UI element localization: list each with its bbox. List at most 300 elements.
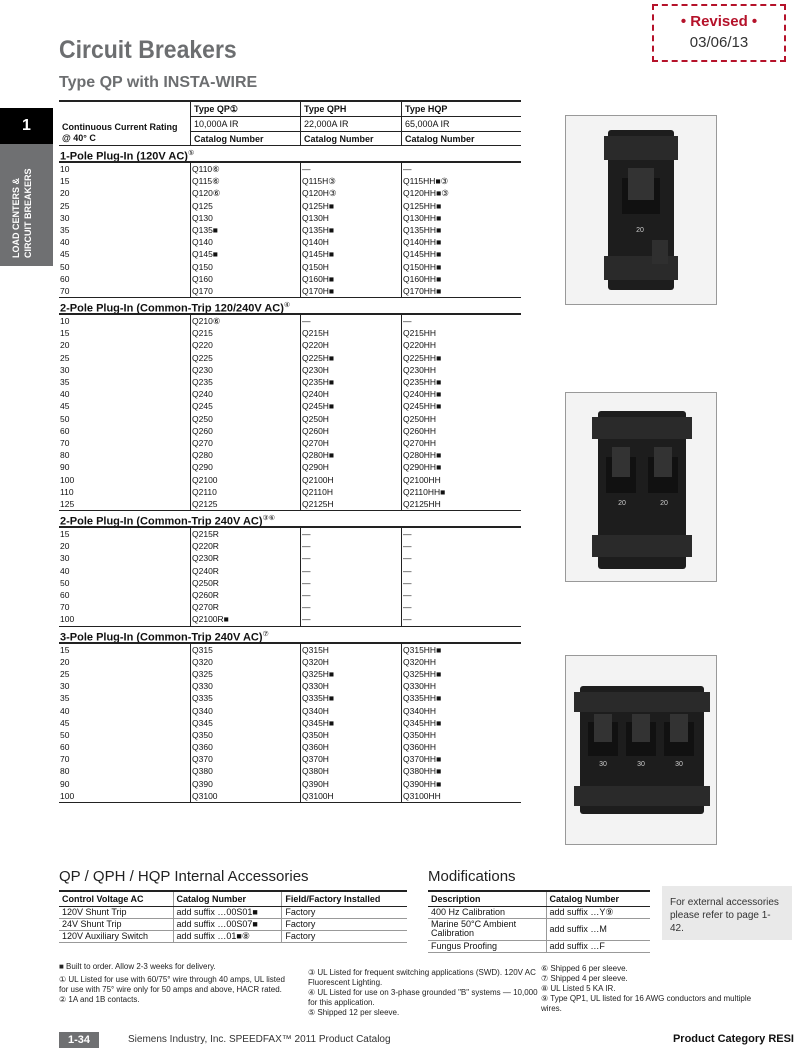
- rating-label: Continuous Current Rating @ 40° C: [62, 122, 178, 143]
- footnote: ① UL Listed for use with 60/75° wire through 40 amps, UL listed for use with 75° wire only for 50 amps and above, HACR rated.: [59, 975, 285, 994]
- table-row: [59, 163, 521, 175]
- svg-text:20: 20: [636, 227, 644, 234]
- hqp-cell: Q260HH: [403, 425, 437, 436]
- footnote: ■ Built to order. Allow 2-3 weeks for delivery.: [59, 962, 216, 971]
- table-row: [59, 376, 521, 388]
- hqp-cell: Q250HH: [403, 413, 437, 424]
- table-row: [59, 906, 407, 918]
- qph-cell: Q360H: [302, 742, 329, 753]
- rating-cell: 45: [60, 249, 70, 260]
- rating-cell: 40: [60, 705, 70, 716]
- rating-cell: 35: [60, 693, 70, 704]
- svg-text:20: 20: [618, 500, 626, 507]
- hqp-cell: Q340HH: [403, 705, 437, 716]
- qp-cell: Q230R: [192, 553, 219, 564]
- table-row: [59, 425, 521, 437]
- rating-cell: 60: [60, 425, 70, 436]
- hqp-cell: Q220HH: [403, 340, 437, 351]
- hqp-cell: —: [403, 529, 412, 540]
- header-ir: 22,000A IR: [301, 117, 401, 132]
- hqp-cell: Q170HH■: [403, 285, 442, 296]
- rating-cell: 25: [60, 352, 70, 363]
- table-row: [59, 565, 521, 577]
- qph-cell: Q320H: [302, 656, 329, 667]
- hqp-cell: —: [403, 577, 412, 588]
- rating-cell: 45: [60, 717, 70, 728]
- qph-cell: —: [302, 529, 311, 540]
- table-row: [428, 906, 650, 918]
- qph-cell: —: [302, 590, 311, 600]
- qph-cell: Q335H■: [302, 693, 335, 704]
- rating-cell: 40: [60, 237, 70, 248]
- hqp-cell: Q390HH■: [403, 778, 442, 789]
- modification-catalog: add suffix …F: [546, 940, 650, 952]
- table-row: [59, 656, 521, 668]
- qp-cell: Q260: [192, 425, 213, 436]
- hqp-cell: Q3100HH: [403, 790, 441, 801]
- hqp-cell: Q140HH■: [403, 237, 442, 248]
- hqp-cell: —: [403, 614, 412, 625]
- table-row: [59, 753, 521, 765]
- table-row: [59, 918, 407, 930]
- qp-cell: Q280: [192, 450, 213, 461]
- modification-description: Fungus Proofing: [428, 940, 546, 952]
- section-footnote-ref: ④: [283, 302, 291, 310]
- section-title-text: 2-Pole Plug-In (Common-Trip 120/240V AC): [60, 302, 284, 315]
- header-type: Type QPH: [301, 102, 401, 117]
- qph-cell: Q370H: [302, 754, 329, 765]
- qp-cell: Q145■: [192, 249, 218, 260]
- table-row: [59, 352, 521, 364]
- qph-cell: Q120H③: [302, 188, 337, 199]
- footnote: ⑥ Shipped 6 per sleeve.: [541, 964, 628, 973]
- qp-cell: Q250R: [192, 577, 219, 588]
- qp-cell: Q315: [192, 644, 213, 655]
- table-row: [59, 339, 521, 351]
- qph-cell: Q380H: [302, 766, 329, 777]
- qp-cell: Q130: [192, 212, 213, 223]
- footnotes-col2: [308, 968, 538, 1018]
- table-row: [59, 705, 521, 717]
- section-block: [59, 313, 521, 511]
- hqp-cell: Q225HH■: [403, 352, 442, 363]
- table-row: [59, 486, 521, 498]
- accessories-header: Catalog Number: [173, 891, 282, 906]
- rating-cell: 70: [60, 285, 70, 296]
- section-number: 1: [0, 108, 53, 144]
- qph-cell: Q170H■: [302, 285, 335, 296]
- qp-cell: Q360: [192, 742, 213, 753]
- qph-cell: Q245H■: [302, 401, 335, 412]
- table-row: [59, 437, 521, 449]
- revised-label: • Revised •: [680, 13, 758, 30]
- qp-cell: Q210⑥: [192, 316, 221, 327]
- table-row: [59, 613, 521, 625]
- rating-cell: 20: [60, 340, 70, 351]
- qp-cell: Q2110: [192, 486, 217, 497]
- rating-cell: 25: [60, 200, 70, 211]
- hqp-cell: Q150HH■: [403, 261, 442, 272]
- qp-cell: Q270R: [192, 602, 219, 613]
- table-row: [59, 273, 521, 285]
- rating-cell: 45: [60, 401, 70, 412]
- table-row: [59, 765, 521, 777]
- rating-cell: 100: [60, 614, 75, 625]
- hqp-cell: —: [403, 565, 412, 576]
- qph-cell: Q315H: [302, 644, 329, 655]
- section-title: [59, 298, 521, 313]
- rating-cell: 125: [60, 498, 75, 509]
- section-block: [59, 161, 521, 298]
- table-row: [59, 498, 521, 510]
- rating-cell: 70: [60, 754, 70, 765]
- qph-cell: Q145H■: [302, 249, 335, 260]
- qp-cell: Q270: [192, 437, 213, 448]
- table-row: [59, 668, 521, 680]
- table-row: [59, 261, 521, 273]
- qph-cell: Q350H: [302, 729, 329, 740]
- hqp-cell: Q240HH■: [403, 389, 442, 400]
- table-row: [59, 248, 521, 260]
- page-footer: [59, 1030, 794, 1050]
- section-title-text: 2-Pole Plug-In (Common-Trip 240V AC): [60, 515, 263, 528]
- table-row: [59, 644, 521, 656]
- modifications-table: [428, 890, 650, 953]
- qp-cell: Q140: [192, 237, 213, 248]
- table-row: [59, 729, 521, 741]
- section-vertical-label: [10, 168, 34, 258]
- hqp-cell: Q2125HH: [403, 498, 441, 509]
- product-category: Product Category RESI: [672, 1033, 794, 1045]
- hqp-cell: —: [403, 553, 412, 564]
- qph-cell: —: [302, 577, 311, 588]
- qph-cell: Q390H: [302, 778, 329, 789]
- accessories-title: QP / QPH / HQP Internal Accessories: [59, 868, 309, 885]
- hqp-cell: —: [403, 590, 412, 600]
- hqp-cell: —: [403, 541, 412, 552]
- table-row: [59, 200, 521, 212]
- footnote: ⑨ Type QP1, UL listed for 16 AWG conductors and multiple wires.: [541, 994, 752, 1013]
- qp-cell: Q125: [192, 200, 213, 211]
- qph-cell: Q290H: [302, 462, 329, 473]
- hqp-cell: Q270HH: [403, 437, 437, 448]
- qph-cell: —: [302, 553, 311, 564]
- qp-cell: Q220: [192, 340, 213, 351]
- section-title: [59, 511, 521, 526]
- table-row: [59, 790, 521, 802]
- rating-cell: 30: [60, 553, 70, 564]
- qph-cell: —: [302, 614, 311, 625]
- qp-cell: Q160: [192, 273, 213, 284]
- rating-cell: 15: [60, 644, 70, 655]
- table-row: [59, 364, 521, 376]
- hqp-cell: Q125HH■: [403, 200, 442, 211]
- hqp-cell: Q2100HH: [403, 474, 441, 485]
- qp-cell: Q250: [192, 413, 213, 424]
- header-type: Type HQP: [402, 102, 521, 117]
- header-col-qph: [300, 102, 401, 146]
- qph-cell: Q135H■: [302, 224, 335, 235]
- qph-cell: Q3100H: [302, 790, 334, 801]
- qp-cell: Q2100R■: [192, 614, 229, 625]
- svg-text:30: 30: [637, 761, 645, 768]
- rating-cell: 50: [60, 577, 70, 588]
- rating-cell: 100: [60, 474, 75, 485]
- external-accessories-note: For external accessories please refer to page 1-42.: [662, 886, 792, 940]
- qp-cell: Q390: [192, 778, 213, 789]
- accessory-install: Factory: [282, 930, 407, 942]
- rating-cell: 60: [60, 273, 70, 284]
- svg-text:30: 30: [675, 761, 683, 768]
- hqp-cell: Q290HH■: [403, 462, 442, 473]
- qp-cell: Q340: [192, 705, 213, 716]
- qph-cell: Q140H: [302, 237, 329, 248]
- qph-cell: —: [302, 565, 311, 576]
- rating-cell: 40: [60, 389, 70, 400]
- three-pole-breaker-photo: [565, 655, 717, 845]
- accessory-catalog: add suffix …00S07■: [173, 918, 282, 930]
- hqp-cell: Q325HH■: [403, 668, 442, 679]
- qph-cell: Q115H③: [302, 176, 336, 187]
- accessory-voltage: 24V Shunt Trip: [59, 918, 173, 930]
- rating-cell: 60: [60, 742, 70, 753]
- qp-cell: Q2100: [192, 474, 218, 485]
- accessory-catalog: add suffix …00S01■: [173, 906, 282, 918]
- table-row: [428, 918, 650, 940]
- svg-text:30: 30: [599, 761, 607, 768]
- rating-cell: 70: [60, 437, 70, 448]
- section-footnote-ref: ⑦: [262, 630, 269, 638]
- accessories-header: Field/Factory Installed: [282, 891, 407, 906]
- hqp-cell: Q335HH■: [403, 693, 442, 704]
- rating-cell: 110: [60, 486, 74, 497]
- hqp-cell: Q330HH: [403, 681, 437, 692]
- hqp-cell: Q350HH: [403, 729, 437, 740]
- table-row: [428, 940, 650, 952]
- hqp-cell: Q380HH■: [403, 766, 442, 777]
- rating-cell: 25: [60, 668, 70, 679]
- rating-cell: 30: [60, 212, 70, 223]
- qph-cell: Q2110H: [302, 486, 334, 497]
- hqp-cell: Q230HH: [403, 364, 437, 375]
- qp-cell: Q370: [192, 754, 213, 765]
- hqp-cell: Q215HH: [403, 328, 437, 339]
- hqp-cell: Q160HH■: [403, 273, 442, 284]
- modification-catalog: add suffix …M: [546, 918, 650, 940]
- page-subtitle: Type QP with INSTA-WIRE: [59, 74, 258, 91]
- breaker-sections: [59, 146, 521, 803]
- rating-cell: 50: [60, 729, 70, 740]
- header-catalog: Catalog Number: [304, 134, 374, 144]
- qp-cell: Q220R: [192, 541, 219, 552]
- accessory-voltage: 120V Auxiliary Switch: [59, 930, 173, 942]
- table-row: [59, 930, 407, 942]
- qp-cell: Q115⑥: [192, 176, 220, 187]
- footnote: ⑧ UL Listed 5 KA IR.: [541, 984, 616, 993]
- hqp-cell: Q345HH■: [403, 717, 442, 728]
- footnotes-col3: [541, 964, 771, 1014]
- hqp-cell: —: [403, 316, 412, 327]
- rating-cell: 70: [60, 602, 70, 613]
- table-row: [59, 680, 521, 692]
- hqp-cell: Q135HH■: [403, 224, 442, 235]
- qph-cell: Q2125H: [302, 498, 334, 509]
- two-pole-breaker-photo: [565, 392, 717, 582]
- rating-cell: 50: [60, 413, 70, 424]
- hqp-cell: Q145HH■: [403, 249, 442, 260]
- table-row: [59, 577, 521, 589]
- hqp-cell: —: [403, 164, 412, 174]
- rating-cell: 40: [60, 565, 70, 576]
- accessory-install: Factory: [282, 918, 407, 930]
- table-row: [59, 540, 521, 552]
- footnote: ④ UL Listed for use on 3-phase grounded "B" systems — 10,000 for this application.: [308, 988, 538, 1007]
- table-row: [59, 461, 521, 473]
- qph-cell: Q225H■: [302, 352, 335, 363]
- table-row: [59, 449, 521, 461]
- qp-cell: Q240: [192, 389, 213, 400]
- qp-cell: Q320: [192, 656, 213, 667]
- rating-cell: 90: [60, 462, 70, 473]
- header-catalog: Catalog Number: [405, 134, 475, 144]
- rating-cell: 30: [60, 364, 70, 375]
- table-row: [59, 413, 521, 425]
- section-title-text: 1-Pole Plug-In (120V AC): [60, 150, 188, 163]
- modifications-header-row: [428, 891, 650, 906]
- qp-cell: Q225: [192, 352, 213, 363]
- qp-cell: Q260R: [192, 590, 219, 600]
- side-tab-line2: CIRCUIT BREAKERS: [23, 168, 33, 258]
- accessory-voltage: 120V Shunt Trip: [59, 906, 173, 918]
- hqp-cell: Q320HH: [403, 656, 437, 667]
- qp-cell: Q170: [192, 285, 213, 296]
- table-row: [59, 778, 521, 790]
- hqp-cell: Q120HH■③: [403, 188, 449, 199]
- revised-date: 03/06/13: [689, 34, 749, 51]
- revised-stamp: [652, 4, 786, 62]
- footnote: ③ UL Listed for frequent switching applications (SWD). 120V AC Fluorescent Lighting.: [308, 968, 536, 987]
- accessory-install: Factory: [282, 906, 407, 918]
- header-ir: 65,000A IR: [402, 117, 521, 132]
- modification-catalog: add suffix …Y⑨: [546, 906, 650, 918]
- table-row: [59, 589, 521, 601]
- table-row: [59, 528, 521, 540]
- table-header: [59, 100, 521, 146]
- table-row: [59, 236, 521, 248]
- page-number: 1-34: [59, 1032, 99, 1048]
- qp-cell: Q240R: [192, 565, 219, 576]
- qp-cell: Q345: [192, 717, 213, 728]
- accessory-catalog: add suffix …01■⑧: [173, 930, 282, 942]
- qph-cell: Q240H: [302, 389, 329, 400]
- rating-cell: 15: [60, 529, 70, 540]
- modifications-header: Catalog Number: [546, 891, 650, 906]
- qp-cell: Q325: [192, 668, 213, 679]
- accessories-header: Control Voltage AC: [59, 891, 173, 906]
- table-row: [59, 327, 521, 339]
- qph-cell: Q325H■: [302, 668, 335, 679]
- header-col-hqp: [401, 102, 521, 146]
- qp-cell: Q110⑥: [192, 164, 220, 174]
- table-row: [59, 187, 521, 199]
- rating-cell: 30: [60, 681, 70, 692]
- table-row: [59, 315, 521, 327]
- qp-cell: Q290: [192, 462, 213, 473]
- qp-cell: Q335: [192, 693, 213, 704]
- breaker-table: [59, 100, 521, 803]
- qp-cell: Q150: [192, 261, 213, 272]
- header-col-qp: [190, 102, 300, 146]
- rating-cell: 100: [60, 790, 75, 801]
- header-ir: 10,000A IR: [191, 117, 300, 132]
- footnote: ② 1A and 1B contacts.: [59, 995, 140, 1004]
- section-side-tab: [0, 108, 53, 266]
- qph-cell: Q130H: [302, 212, 329, 223]
- hqp-cell: Q370HH■: [403, 754, 442, 765]
- qp-cell: Q380: [192, 766, 213, 777]
- hqp-cell: —: [403, 602, 412, 613]
- rating-cell: 35: [60, 377, 70, 387]
- qph-cell: —: [302, 541, 311, 552]
- hqp-cell: Q235HH■: [403, 377, 442, 387]
- rating-cell: 50: [60, 261, 70, 272]
- table-row: [59, 175, 521, 187]
- section-title-text: 3-Pole Plug-In (Common-Trip 240V AC): [60, 631, 263, 644]
- rating-cell: 10: [60, 316, 70, 327]
- qph-cell: —: [302, 164, 311, 174]
- rating-cell: 80: [60, 766, 70, 777]
- qph-cell: Q260H: [302, 425, 329, 436]
- qp-cell: Q215R: [192, 529, 219, 540]
- qph-cell: —: [302, 316, 311, 327]
- qph-cell: Q345H■: [302, 717, 335, 728]
- page-title: Circuit Breakers: [59, 36, 237, 64]
- section-block: [59, 642, 521, 803]
- hqp-cell: Q360HH: [403, 742, 437, 753]
- table-row: [59, 212, 521, 224]
- section-title: [59, 627, 521, 642]
- qp-cell: Q245: [192, 401, 213, 412]
- table-row: [59, 285, 521, 297]
- modifications-title: Modifications: [428, 868, 516, 885]
- qph-cell: Q235H■: [302, 377, 335, 387]
- rating-cell: 20: [60, 188, 70, 199]
- rating-cell: 15: [60, 176, 70, 187]
- side-tab-line1: LOAD CENTERS &: [11, 177, 21, 258]
- rating-cell: 60: [60, 590, 70, 600]
- qph-cell: Q150H: [302, 261, 329, 272]
- table-row: [59, 717, 521, 729]
- qph-cell: Q270H: [302, 437, 329, 448]
- qph-cell: Q220H: [302, 340, 329, 351]
- hqp-cell: Q280HH■: [403, 450, 442, 461]
- rating-cell: 35: [60, 224, 70, 235]
- qph-cell: Q340H: [302, 705, 329, 716]
- table-row: [59, 601, 521, 613]
- qp-cell: Q235: [192, 377, 213, 387]
- qp-cell: Q135■: [192, 224, 218, 235]
- header-catalog: Catalog Number: [194, 134, 264, 144]
- qp-cell: Q330: [192, 681, 213, 692]
- section-footnote-ref: ⑤: [187, 150, 195, 157]
- qph-cell: Q215H: [302, 328, 329, 339]
- rating-cell: 15: [60, 328, 70, 339]
- table-row: [59, 692, 521, 704]
- hqp-cell: Q2110HH■: [403, 486, 446, 497]
- qp-cell: Q230: [192, 364, 213, 375]
- table-row: [59, 552, 521, 564]
- rating-cell: 20: [60, 656, 70, 667]
